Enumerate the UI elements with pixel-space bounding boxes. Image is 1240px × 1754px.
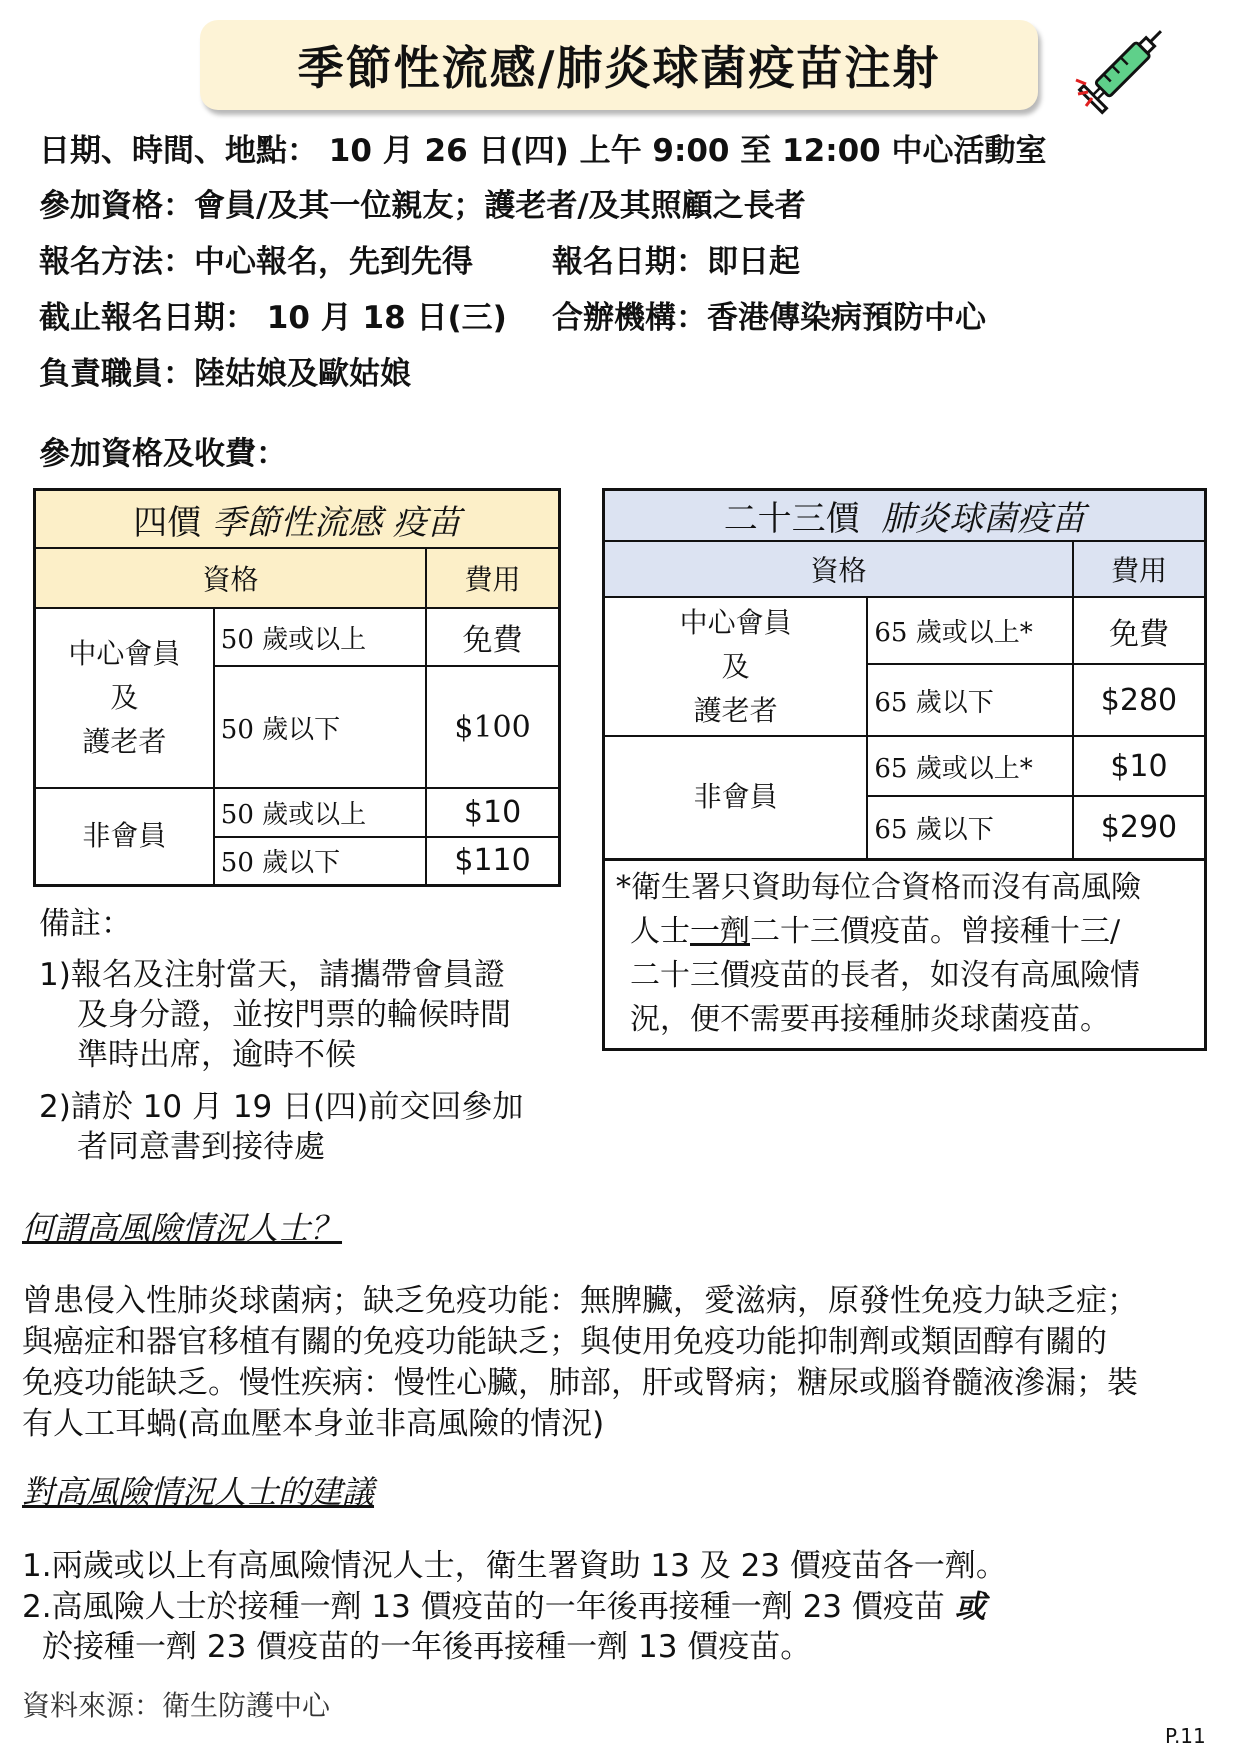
flu-condition: 50 歲以下 <box>214 837 426 885</box>
syringe-icon <box>1072 18 1182 118</box>
flu-col-fee: 費用 <box>426 548 559 608</box>
flu-member-category: 中心會員 及 護老者 <box>35 608 214 788</box>
flu-fee: $100 <box>426 666 559 788</box>
pneumo-non-member-category: 非會員 <box>604 736 868 859</box>
flu-condition: 50 歲以下 <box>214 666 426 788</box>
info-eligibility: 參加資格：會員/及其一位親友；護老者/及其照顧之長者 <box>39 188 806 224</box>
pneumo-note: *衛生署只資助每位合資格而沒有高風險 人士一劑二十三價疫苗。曾接種十三/ 二十三價疫苗的長者，如沒有高風險情 況，便不需要再接種肺炎球菌疫苗。 <box>616 870 1141 1037</box>
pneumo-condition: 65 歲以下 <box>867 796 1073 859</box>
remarks-label: 備註： <box>39 906 132 942</box>
advice-item-1: 1.兩歲或以上有高風險情況人士，衛生署資助 13 及 23 價疫苗各一劑。 <box>22 1548 1007 1584</box>
fee-section-label: 參加資格及收費： <box>39 436 287 472</box>
flu-fee: $10 <box>426 788 559 837</box>
info-deadline: 截止報名日期： 10 月 18 日(三) <box>39 300 507 336</box>
flu-col-eligibility: 資格 <box>35 548 427 608</box>
info-co-organizer: 合辦機構：香港傳染病預防中心 <box>552 300 986 336</box>
pneumo-condition: 65 歲或以上* <box>867 597 1073 664</box>
advice-or: 或 <box>954 1589 986 1625</box>
title-banner <box>200 20 1038 110</box>
source-note: 資料來源：衛生防護中心 <box>22 1689 331 1722</box>
pneumo-col-eligibility: 資格 <box>604 541 1073 597</box>
flu-table-title: 四價 季節性流感 疫苗 <box>35 490 560 549</box>
pneumo-fee: $10 <box>1073 736 1206 796</box>
info-date-time-place: 日期、時間、地點： 10 月 26 日(四) 上午 9:00 至 12:00 中心活動室 <box>39 133 1047 169</box>
flu-condition: 50 歲或以上 <box>214 608 426 666</box>
pneumo-fee: $290 <box>1073 796 1206 859</box>
advice-heading: 對高風險情況人士的建議 <box>22 1473 375 1511</box>
pneumo-member-category: 中心會員 及 護老者 <box>604 597 868 736</box>
flu-condition: 50 歲或以上 <box>214 788 426 837</box>
pneumo-condition: 65 歲以下 <box>867 664 1073 736</box>
page-title: 季節性流感/肺炎球菌疫苗注射 <box>297 41 941 95</box>
info-registration-date: 報名日期：即日起 <box>552 244 800 280</box>
pneumo-fee: $280 <box>1073 664 1206 736</box>
remark-item-1: 1)報名及注射當天，請攜帶會員證 及身分證，並按門票的輪候時間 準時出席，逾時不候 <box>39 957 511 1073</box>
flu-fee: $110 <box>426 837 559 885</box>
high-risk-heading: 何謂高風險情況人士？ <box>22 1209 343 1247</box>
pneumo-condition: 65 歲或以上* <box>867 736 1073 796</box>
pneumo-table-title: 二十三價 肺炎球菌疫苗 <box>604 490 1206 542</box>
info-registration-method: 報名方法：中心報名，先到先得 <box>39 244 473 280</box>
pneumo-col-fee: 費用 <box>1073 541 1206 597</box>
advice-item-2: 2.高風險人士於接種一劑 13 價疫苗的一年後再接種一劑 23 價疫苗 或 <box>22 1589 986 1625</box>
flu-non-member-category: 非會員 <box>35 788 214 885</box>
remark-item-2: 2)請於 10 月 19 日(四)前交回參加 者同意書到接待處 <box>39 1089 524 1165</box>
page-number: P.11 <box>1165 1724 1206 1748</box>
info-staff: 負責職員：陸姑娘及歐姑娘 <box>39 356 411 392</box>
high-risk-paragraph: 曾患侵入性肺炎球菌病；缺乏免疫功能：無脾臟，愛滋病，原發性免疫力缺乏症； 與癌症和器官移植有關的免疫功能缺乏；與使用免疫功能抑制劑或類固醇有關的 免疫功能缺乏。慢性疾病：慢性心臟，肺部，肝或腎病；糖尿或腦脊髓液滲漏；裝 有人工耳蝸(高血壓本身並非高風險的情況) <box>22 1283 1138 1442</box>
flu-vaccine-table <box>33 488 561 887</box>
advice-item-2-cont: 於接種一劑 23 價疫苗的一年後再接種一劑 13 價疫苗。 <box>42 1629 812 1665</box>
pneumo-vaccine-table <box>602 488 1207 861</box>
flu-fee: 免費 <box>426 608 559 666</box>
pneumo-fee: 免費 <box>1073 597 1206 664</box>
